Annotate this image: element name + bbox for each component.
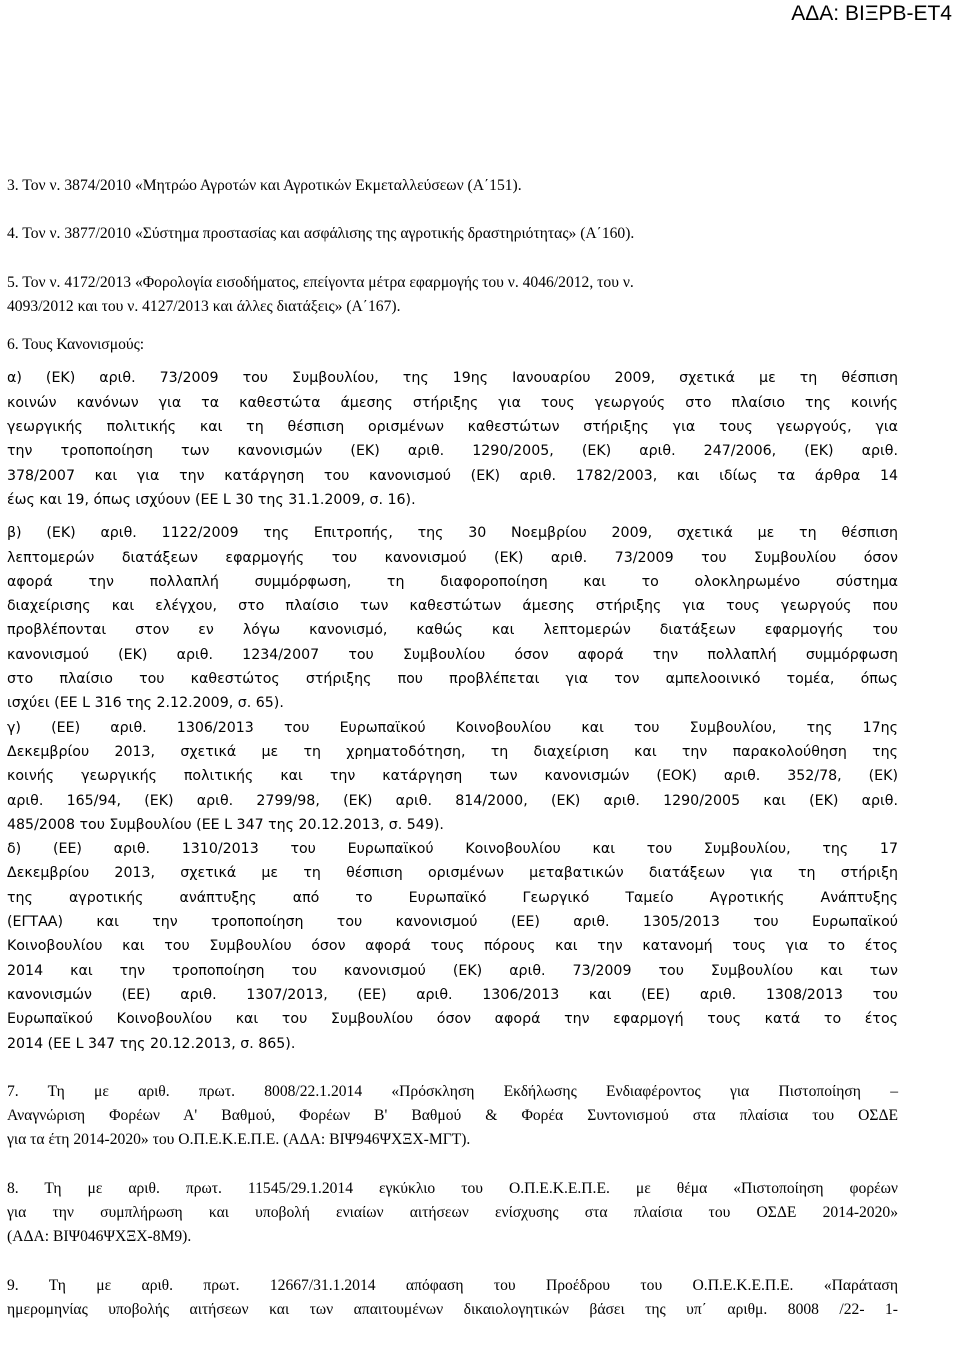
item-9 — [7, 1274, 898, 1323]
item-6a-line: γεωργικής πολιτικής και τη θέσπιση ορισμένων καθεστώτων στήριξης για τους γεωργούς, για — [7, 419, 898, 436]
item-6b-line: λεπτομερών διατάξεων εφαρμογής του κανονισμού (ΕΚ) αριθ. 73/2009 του Συμβουλίου όσον — [7, 549, 898, 566]
item-6d-line: Ευρωπαϊκού Κοινοβουλίου και του Συμβουλίου όσον αφορά την εφαρμογή τους κατά το έτος — [7, 1011, 898, 1028]
item-6c-line: αριθ. 165/94, (ΕΚ) αριθ. 2799/98, (ΕΚ) αριθ. 814/2000, (ΕΚ) αριθ. 1290/2005 και (ΕΚ) αριθ. — [7, 792, 898, 809]
item-8 — [7, 1177, 898, 1250]
item-6c-line: κοινής γεωργικής πολιτικής και την κατάργηση των κανονισμών (ΕΟΚ) αριθ. 352/78, (ΕΚ) — [7, 768, 898, 785]
item-6b-line: κανονισμού (ΕΚ) αριθ. 1234/2007 του Συμβουλίου όσον αφορά την πολλαπλή συμμόρφωση — [7, 646, 898, 663]
item-6d-line: κανονισμών (ΕΕ) αριθ. 1307/2013, (ΕΕ) αριθ. 1306/2013 και (ΕΕ) αριθ. 1308/2013 του — [7, 986, 898, 1003]
item-6c — [7, 716, 898, 837]
item-8-line: (ΑΔΑ: ΒΙΨ046ΨΧΞΧ-8Μ9). — [7, 1228, 192, 1246]
item-5-line-2: 4093/2012 και του ν. 4127/2013 και άλλες διατάξεις» (Α΄167). — [7, 297, 401, 315]
item-6c-line: γ) (ΕΕ) αριθ. 1306/2013 του Ευρωπαϊκού Κοινοβουλίου και του Συμβουλίου, της 17ης — [7, 719, 898, 736]
item-6c-line: Δεκεμβρίου 2013, σχετικά με τη χρηματοδότηση, τη διαχείριση και την παρακολούθηση της — [7, 743, 898, 760]
item-6-title: 6. Τους Κανονισμούς: — [7, 336, 145, 354]
item-6c-line: 485/2008 του Συμβουλίου (ΕΕ L 347 της 20.12.2013, σ. 549). — [7, 816, 444, 833]
item-7-line: Αναγνώριση Φορέων Α' Βαθμού, Φορέων Β' Βαθμού & Φορέα Συντονισμού στα πλαίσια του ΟΣΔΕ — [7, 1107, 898, 1125]
item-6a-line: κοινών κανόνων για τα καθεστώτα άμεσης στήριξης για τους γεωργούς στο πλαίσιο της κοινής — [7, 394, 898, 411]
item-9-line: 9. Τη με αριθ. πρωτ. 12667/31.1.2014 απόφαση του Προέδρου του Ο.Π.Ε.Κ.Ε.Π.Ε. «Παράταση — [7, 1276, 898, 1294]
item-6a-line: την τροποποίηση των κανονισμών (ΕΚ) αριθ. 1290/2005, (ΕΚ) αριθ. 247/2006, (ΕΚ) αριθ. — [7, 443, 898, 460]
item-9-line: ημερομηνίας υποβολής αιτήσεων και των απαιτουμένων δικαιολογητικών βάσει της υπ΄ αριθμ. 8008 /22- 1- — [7, 1300, 898, 1318]
item-6a — [7, 366, 898, 512]
item-6b-line: ισχύει (ΕΕ L 316 της 2.12.2009, σ. 65). — [7, 695, 284, 712]
item-6b — [7, 521, 898, 715]
item-6d-line: Κοινοβουλίου και του Συμβουλίου όσον αφορά τους πόρους και την κατανομή τους για το έτος — [7, 938, 898, 955]
item-6d-line: δ) (ΕΕ) αριθ. 1310/2013 του Ευρωπαϊκού Κοινοβουλίου και του Συμβουλίου, της 17 — [7, 841, 898, 858]
item-8-line: για την συμπλήρωση και υποβολή ενιαίων αιτήσεων ενίσχυσης στα πλαίσια του ΟΣΔΕ 2014-2020» — [7, 1203, 898, 1221]
item-6d-line: Δεκεμβρίου 2013, σχετικά με τη θέσπιση ορισμένων μεταβατικών διατάξεων για τη στήριξη — [7, 865, 898, 882]
document-body — [7, 174, 898, 1322]
item-6d-line: 2014 και την τροποποίηση του κανονισμού (ΕΚ) αριθ. 73/2009 του Συμβουλίου και των — [7, 962, 898, 979]
ada-code: ΑΔΑ: ΒΙΞΡΒ-ΕΤ4 — [791, 2, 952, 25]
item-6b-line: διαχείρισης και ελέγχου, στο πλαίσιο των καθεστώτων άμεσης στήριξης για τους γεωργούς που — [7, 598, 898, 615]
item-7-line: για τα έτη 2014-2020» του Ο.Π.Ε.Κ.Ε.Π.Ε. (ΑΔΑ: ΒΙΨ946ΨΧΞΧ-ΜΓΤ). — [7, 1131, 471, 1149]
item-6a-line: έως και 19, όπως ισχύουν (ΕΕ L 30 της 31.1.2009, σ. 16). — [7, 491, 416, 508]
item-7-line: 7. Τη με αριθ. πρωτ. 8008/22.1.2014 «Πρόσκληση Εκδήλωσης Ενδιαφέροντος για Πιστοποίηση – — [7, 1082, 898, 1100]
item-5 — [7, 271, 898, 320]
item-6d-line: της αγροτικής ανάπτυξης από το Ευρωπαϊκό Γεωργικό Ταμείο Αγροτικής Ανάπτυξης — [7, 889, 898, 906]
item-7 — [7, 1080, 898, 1153]
item-6a-line: 378/2007 και για την κατάργηση του κανονισμού (ΕΚ) αριθ. 1782/2003, και ιδίως τα άρθρα 14 — [7, 467, 898, 484]
item-5-line-1: 5. Τον ν. 4172/2013 «Φορολογία εισοδήματος, επείγοντα μέτρα εφαρμογής του ν. 4046/2012, του ν. — [7, 273, 634, 291]
item-6d-line: 2014 (ΕΕ L 347 της 20.12.2013, σ. 865). — [7, 1035, 296, 1052]
item-6b-line: προβλέπονται στον εν λόγω κανονισμό, καθώς και λεπτομερών διατάξεων εφαρμογής του — [7, 622, 898, 639]
item-8-line: 8. Τη με αριθ. πρωτ. 11545/29.1.2014 εγκύκλιο του Ο.Π.Ε.Κ.Ε.Π.Ε. με θέμα «Πιστοποίηση φορέων — [7, 1179, 898, 1197]
item-6b-line: στο πλαίσιο του καθεστώτος στήριξης που προβλέπεται για τον αμπελοοινικό τομέα, όπως — [7, 671, 898, 688]
item-6d — [7, 837, 898, 1056]
item-4 — [7, 222, 898, 246]
item-6d-line: (ΕΓΤΑΑ) και την τροποποίηση του κανονισμού (ΕΕ) αριθ. 1305/2013 του Ευρωπαϊκού — [7, 914, 898, 931]
item-6b-line: β) (ΕΚ) αριθ. 1122/2009 της Επιτροπής, της 30 Νοεμβρίου 2009, σχετικά με τη θέσπιση — [7, 525, 898, 542]
item-4-line: 4. Τον ν. 3877/2010 «Σύστημα προστασίας και ασφάλισης της αγροτικής δραστηριότητας» (Α΄160). — [7, 225, 635, 243]
item-6a-line: α) (ΕΚ) αριθ. 73/2009 του Συμβουλίου, της 19ης Ιανουαρίου 2009, σχετικά με τη θέσπιση — [7, 370, 898, 387]
item-6b-line: αφορά την πολλαπλή συμμόρφωση, τη διαφοροποίηση και το ολοκληρωμένο σύστημα — [7, 573, 898, 590]
item-3 — [7, 174, 898, 198]
item-3-line: 3. Τον ν. 3874/2010 «Μητρώο Αγροτών και Αγροτικών Εκμεταλλεύσεων (Α΄151). — [7, 177, 522, 194]
